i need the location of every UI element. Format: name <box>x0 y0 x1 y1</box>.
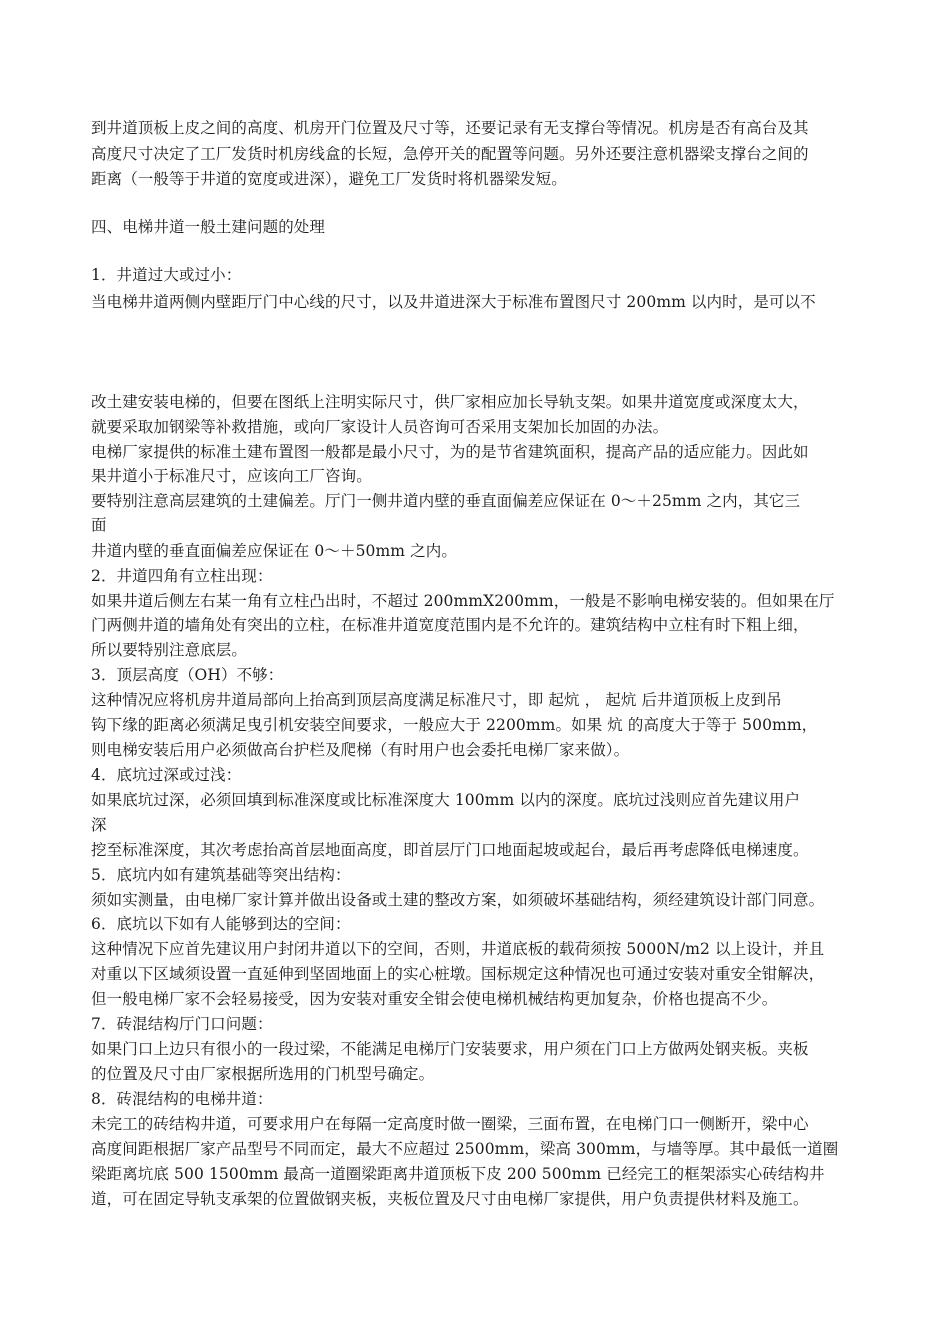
subsection-heading: 4．底坑过深或过浅： <box>91 766 242 784</box>
subsection-heading: 3．顶层高度（OH）不够： <box>91 666 284 684</box>
text-line: 面 <box>91 516 107 534</box>
text-line: 改土建安装电梯的，但要在图纸上注明实际尺寸，供厂家相应加长导轨支架。如果井道宽度或深度太大， <box>91 393 809 411</box>
text-line: 要特别注意高层建筑的土建偏差。厅门一侧井道内壁的垂直面偏差应保证在 0～＋25mm 之内，其它三 <box>91 492 801 510</box>
text-line: 梁距离坑底 500 1500mm 最高一道圈梁距离井道顶板下皮 200 500mm 已经完工的框架添实心砖结构井 <box>91 1165 825 1183</box>
text-line: 如果门口上边只有很小的一段过梁，不能满足电梯厅门安装要求，用户须在门口上方做两处钢夹板。夹板 <box>91 1040 809 1058</box>
text-line: 须如实测量，由电梯厂家计算并做出设备或土建的整改方案，如须破坏基础结构，须经建筑设计部门同意。 <box>91 891 825 909</box>
text-line: 距离（一般等于井道的宽度或进深），避免工厂发货时将机器梁发短。 <box>91 170 567 188</box>
text-line: 当电梯井道两侧内壁距厅门中心线的尺寸，以及井道进深大于标准布置图尺寸 200mm 以内时，是可以不 <box>91 293 816 311</box>
text-line: 如果井道后侧左右某一角有立柱凸出时，不超过 200mmX200mm，一般是不影响电梯安装的。但如果在厅 <box>91 592 835 610</box>
text-line: 所以要特别注意底层。 <box>91 641 248 659</box>
text-line: 这种情况应将机房井道局部向上抬高到顶层高度满足标准尺寸，即 起炕 ， 起炕 后井道顶板上皮到吊 <box>91 691 782 709</box>
text-line: 高度间距根据厂家产品型号不同而定，最大不应超过 2500mm，梁高 300mm，与墙等厚。其中最低一道圈 <box>91 1140 839 1158</box>
text-line: 则电梯安装后用户必须做高台护栏及爬梯（有时用户也会委托电梯厂家来做）。 <box>91 741 630 759</box>
subsection-heading: 8．砖混结构的电梯井道： <box>91 1090 273 1108</box>
text-line: 如果底坑过深，必须回填到标准深度或比标准深度大 100mm 以内的深度。底坑过浅则应首先建议用户 <box>91 791 801 809</box>
text-line: 井道内壁的垂直面偏差应保证在 0～＋50mm 之内。 <box>91 542 457 560</box>
text-line: 这种情况下应首先建议用户封闭井道以下的空间，否则，井道底板的载荷须按 5000N/m2 以上设计，并且 <box>91 940 825 958</box>
text-line: 到井道顶板上皮之间的高度、机房开门位置及尺寸等，还要记录有无支撑台等情况。机房是否有高台及其 <box>91 119 809 137</box>
subsection-heading: 6．底坑以下如有人能够到达的空间： <box>91 915 351 933</box>
text-line: 就要采取加钢梁等补救措施，或向厂家设计人员咨询可否采用支架加长加固的办法。 <box>91 418 669 436</box>
text-line: 钩下缘的距离必须满足曳引机安装空间要求，一般应大于 2200mm。如果 炕 的高度大于等于 500mm， <box>91 716 818 734</box>
text-line: 未完工的砖结构井道，可要求用户在每隔一定高度时做一圈梁，三面布置，在电梯门口一侧断开，梁中心 <box>91 1115 809 1133</box>
text-line: 对重以下区域须设置一直延伸到坚固地面上的实心桩墩。国标规定这种情况也可通过安装对重安全钳解决， <box>91 965 825 983</box>
text-line: 深 <box>91 816 107 834</box>
subsection-heading: 7．砖混结构厅门口问题： <box>91 1015 273 1033</box>
text-line: 道，可在固定导轨支承架的位置做钢夹板，夹板位置及尺寸由电梯厂家提供，用户负责提供材料及施工。 <box>91 1190 809 1208</box>
text-line: 高度尺寸决定了工厂发货时机房线盒的长短，急停开关的配置等问题。另外还要注意机器梁支撑台之间的 <box>91 145 809 163</box>
text-line: 但一般电梯厂家不会轻易接受，因为安装对重安全钳会使电梯机械结构更加复杂，价格也提高不少。 <box>91 990 778 1008</box>
text-line: 果井道小于标准尺寸，应该向工厂咨询。 <box>91 467 372 485</box>
text-line: 挖至标准深度，其次考虑抬高首层地面高度，即首层厅门口地面起坡或起台，最后再考虑降低电梯速度。 <box>91 841 809 859</box>
text-line: 的位置及尺寸由厂家根据所选用的门机型号确定。 <box>91 1065 435 1083</box>
text-line: 电梯厂家提供的标准土建布置图一般都是最小尺寸，为的是节省建筑面积，提高产品的适应能力。因此如 <box>91 443 809 461</box>
subsection-heading: 5．底坑内如有建筑基础等突出结构： <box>91 866 351 884</box>
section-heading: 四、电梯井道一般土建问题的处理 <box>91 218 326 236</box>
text-line: 门两侧井道的墙角处有突出的立柱，在标准井道宽度范围内是不允许的。建筑结构中立柱有时下粗上细， <box>91 616 809 634</box>
subsection-heading: 2．井道四角有立柱出现： <box>91 567 273 585</box>
subsection-heading: 1．井道过大或过小： <box>91 266 242 284</box>
